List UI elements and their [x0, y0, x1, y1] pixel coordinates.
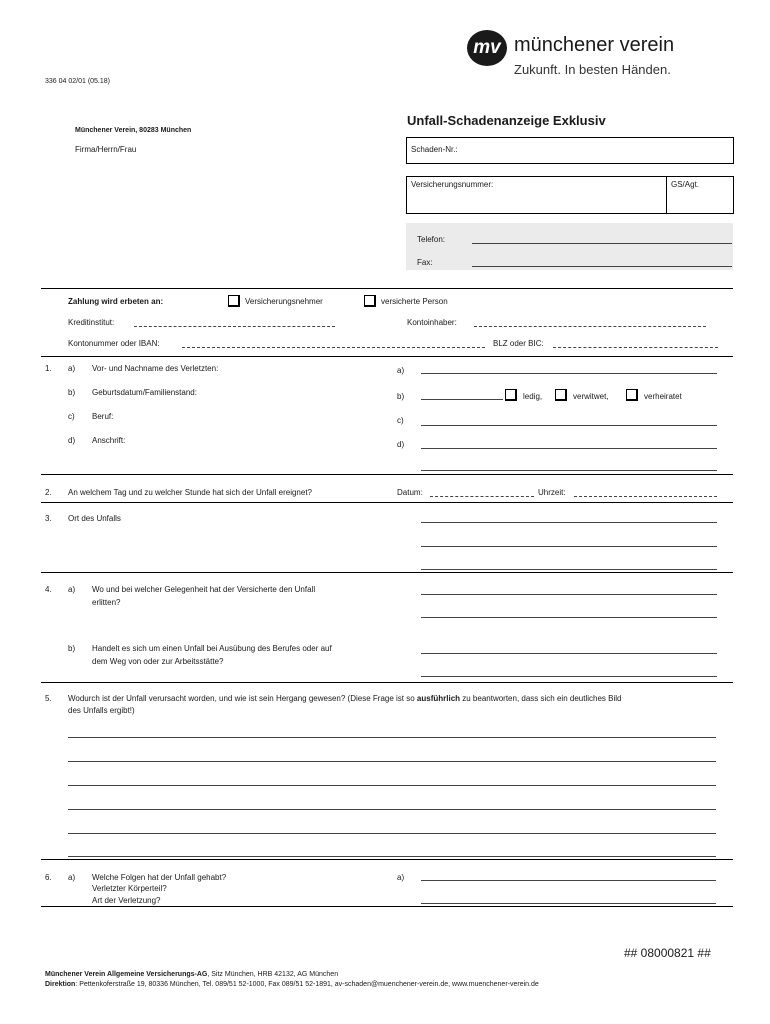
q5-input-4[interactable] [68, 809, 716, 810]
q6-answer-a-letter: a) [397, 873, 405, 882]
logo [467, 30, 727, 80]
q4b-line2: dem Weg von oder zur Arbeitsstätte? [92, 657, 224, 666]
footer-direktion-bold: Direktion [45, 981, 76, 988]
contact-box [406, 223, 733, 270]
logo-mark-text: mv [473, 37, 501, 58]
q4b-input-1[interactable] [421, 653, 717, 654]
logo-slogan: Zukunft. In besten Händen. [514, 62, 671, 77]
q3-input-1[interactable] [421, 522, 717, 523]
q5-input-3[interactable] [68, 785, 716, 786]
q5-text [68, 694, 621, 703]
footer-direktion-rest: : Pettenkoferstraße 19, 80336 München, Tel. 089/51 52-1000, Fax 089/51 52-1891, av-schaden@muenchener-verein.de, www.muenchener-verein.de [75, 981, 539, 988]
payment-label: Zahlung wird erbeten an: [68, 297, 164, 306]
q4a-line1: Wo und bei welcher Gelegenheit hat der Versicherte den Unfall [92, 585, 316, 594]
q1b-text: Geburtsdatum/Familienstand: [92, 388, 197, 397]
q1-answer-b-input[interactable] [421, 399, 503, 400]
footer-direktion [45, 981, 539, 988]
versicherungsnummer-field[interactable] [406, 176, 734, 214]
divider-q2 [41, 474, 733, 475]
kontoinhaber-input[interactable] [474, 326, 706, 327]
blz-input[interactable] [553, 347, 718, 348]
verwitwet-checkbox[interactable] [555, 389, 567, 401]
divider-q6 [41, 859, 733, 860]
q3-input-3[interactable] [421, 569, 717, 570]
ledig-label: ledig, [523, 392, 543, 401]
q5-input-5[interactable] [68, 833, 716, 834]
q3-number: 3. [45, 514, 52, 523]
q1-answer-d-input-2[interactable] [421, 470, 717, 471]
q3-input-2[interactable] [421, 546, 717, 547]
verwitwet-label: verwitwet, [573, 392, 609, 401]
q1d-letter: d) [68, 436, 76, 445]
telefon-label: Telefon: [417, 235, 446, 244]
telefon-input[interactable] [472, 243, 732, 244]
verheiratet-label: verheiratet [644, 392, 682, 401]
q4b-letter: b) [68, 644, 76, 653]
q6-input-1[interactable] [421, 880, 716, 881]
q1-answer-d-letter: d) [397, 440, 405, 449]
fax-label: Fax: [417, 258, 433, 267]
divider-q3 [41, 502, 733, 503]
versicherte-person-checkbox[interactable] [364, 295, 376, 307]
q5-number: 5. [45, 694, 52, 703]
q4b-input-2[interactable] [421, 676, 717, 677]
q6-line3: Art der Verletzung? [92, 896, 161, 905]
q1c-letter: c) [68, 412, 75, 421]
q5-text-line2: des Unfalls ergibt!) [68, 706, 135, 715]
q1a-text: Vor- und Nachname des Verletzten: [92, 364, 219, 373]
verheiratet-checkbox[interactable] [626, 389, 638, 401]
divider-q5 [41, 682, 733, 683]
q1-answer-b-letter: b) [397, 392, 405, 401]
q6-number: 6. [45, 873, 52, 882]
footer-company-rest: , Sitz München, HRB 42132, AG München [207, 971, 339, 978]
divider-q1 [41, 356, 733, 357]
q4a-input-2[interactable] [421, 617, 717, 618]
q1d-text: Anschrift: [92, 436, 126, 445]
datum-label: Datum: [397, 488, 423, 497]
logo-mark [467, 30, 507, 66]
q5-text-pre: Wodurch ist der Unfall verursacht worden, und wie ist sein Hergang gewesen? (Diese Frage ist so [68, 694, 417, 703]
q4a-letter: a) [68, 585, 76, 594]
versicherungsnehmer-checkbox[interactable] [228, 295, 240, 307]
q1a-letter: a) [68, 364, 76, 373]
divider-q4 [41, 572, 733, 573]
q2-number: 2. [45, 488, 52, 497]
uhrzeit-input[interactable] [574, 496, 717, 497]
q5-input-2[interactable] [68, 761, 716, 762]
q5-input-6[interactable] [68, 856, 716, 857]
versicherungsnummer-label: Versicherungsnummer: [411, 180, 494, 189]
kreditinstitut-label: Kreditinstitut: [68, 318, 115, 327]
q1-answer-a-input[interactable] [421, 373, 717, 374]
versicherungsnehmer-label: Versicherungsnehmer [245, 297, 323, 306]
q5-text-bold: ausführlich [416, 694, 461, 703]
document-number: ## 08000821 ## [624, 946, 711, 960]
schaden-nr-label: Schaden-Nr.: [411, 145, 458, 154]
gs-divider [666, 177, 667, 213]
q1-answer-d-input[interactable] [421, 448, 717, 449]
ledig-checkbox[interactable] [505, 389, 517, 401]
schaden-nr-field[interactable] [406, 137, 734, 164]
kontonummer-label: Kontonummer oder IBAN: [68, 339, 160, 348]
form-title: Unfall-Schadenanzeige Exklusiv [407, 113, 606, 128]
q1-answer-c-letter: c) [397, 416, 404, 425]
gs-agt-label: GS/Agt. [671, 180, 700, 189]
q4a-input-1[interactable] [421, 594, 717, 595]
datum-input[interactable] [430, 496, 534, 497]
q6a-letter: a) [68, 873, 76, 882]
q3-text: Ort des Unfalls [68, 514, 121, 523]
q2-text: An welchem Tag und zu welcher Stunde hat sich der Unfall ereignet? [68, 488, 312, 497]
q1-answer-c-input[interactable] [421, 425, 717, 426]
recipient-label: Firma/Herrn/Frau [75, 145, 137, 154]
q5-text-post: zu beantworten, dass sich ein deutliches Bild [460, 694, 622, 703]
divider-end [41, 906, 733, 907]
sender-address: Münchener Verein, 80283 München [75, 127, 192, 134]
kontoinhaber-label: Kontoinhaber: [407, 318, 457, 327]
footer-company-bold: Münchener Verein Allgemeine Versicherungs-AG [45, 971, 208, 978]
q6-line2: Verletzter Körperteil? [92, 884, 167, 893]
q1-answer-a-letter: a) [397, 366, 405, 375]
q6-line1: Welche Folgen hat der Unfall gehabt? [92, 873, 227, 882]
versicherte-person-label: versicherte Person [381, 297, 448, 306]
uhrzeit-label: Uhrzeit: [538, 488, 566, 497]
footer-company [45, 971, 338, 978]
q5-input-1[interactable] [68, 737, 716, 738]
q6-input-2[interactable] [421, 903, 716, 904]
divider-payment [41, 288, 733, 289]
fax-input[interactable] [472, 266, 732, 267]
q4a-line2: erlitten? [92, 598, 121, 607]
q1-number: 1. [45, 364, 52, 373]
blz-label: BLZ oder BIC: [493, 339, 544, 348]
form-code: 336 04 02/01 (05.18) [45, 78, 110, 85]
q4b-line1: Handelt es sich um einen Unfall bei Ausübung des Berufes oder auf [92, 644, 332, 653]
q4-number: 4. [45, 585, 52, 594]
q1c-text: Beruf: [92, 412, 114, 421]
logo-name: münchener verein [514, 34, 675, 56]
kreditinstitut-input[interactable] [134, 326, 335, 327]
kontonummer-input[interactable] [182, 347, 485, 348]
q1b-letter: b) [68, 388, 76, 397]
